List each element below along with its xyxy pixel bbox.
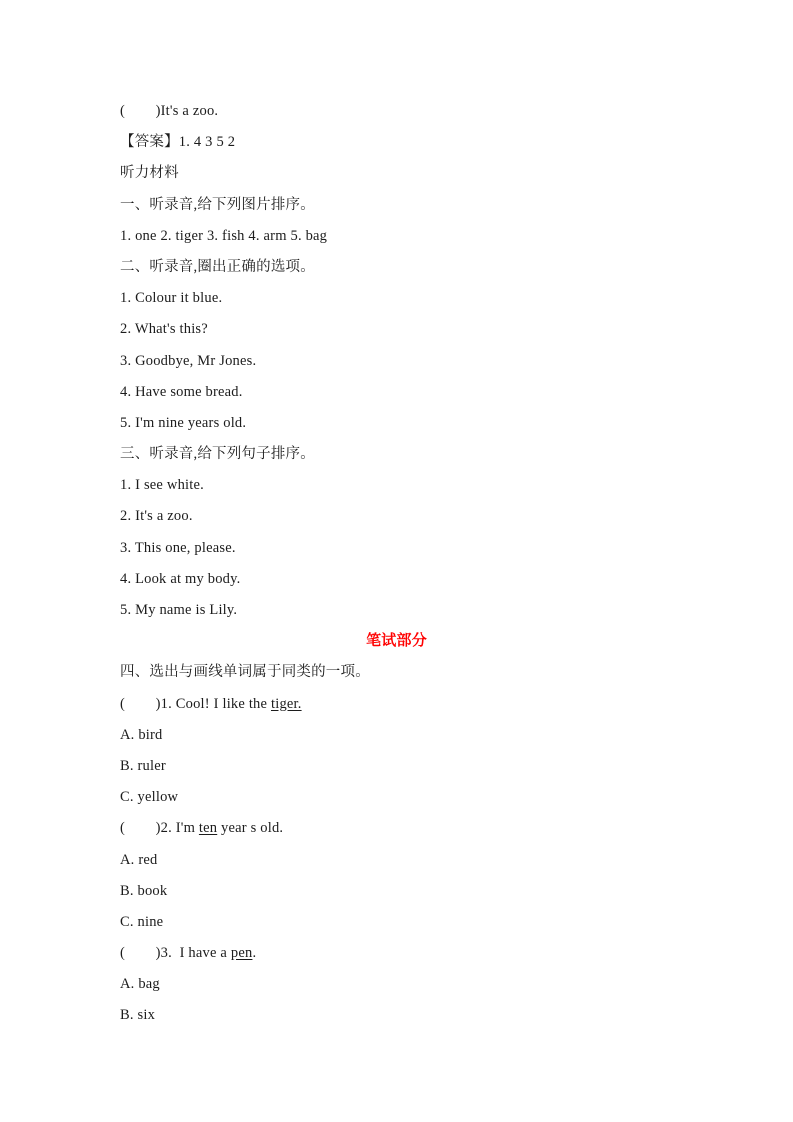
text-segment: 3. This one, please.: [120, 539, 236, 556]
text-segment: 二、听录音,圈出正确的选项。: [120, 258, 315, 275]
text-segment: A. red: [120, 851, 158, 868]
text-segment: 四、选出与画线单词属于同类的一项。: [120, 664, 370, 681]
section-four-heading: [120, 657, 673, 688]
text-segment: A. bird: [120, 726, 163, 743]
item-line: [120, 377, 673, 408]
option-line: [120, 751, 673, 782]
option-line: [120, 845, 673, 876]
text-segment: 听力材料: [120, 165, 179, 182]
text-segment: ( )2. I'm: [120, 820, 199, 837]
text-segment: 【答案】1. 4 3 5 2: [120, 134, 236, 151]
text-segment: C. nine: [120, 913, 164, 930]
item-line: [120, 595, 673, 626]
text-segment: 2. What's this?: [120, 321, 208, 338]
text-segment: 1. Colour it blue.: [120, 290, 223, 307]
option-line: [120, 1000, 673, 1031]
text-segment: B. six: [120, 1007, 156, 1024]
text-segment: .: [252, 945, 257, 962]
text-segment: ( )It's a zoo.: [120, 103, 219, 119]
answer-blank-line: [120, 96, 673, 127]
item-line: [120, 501, 673, 532]
text-segment: A. bag: [120, 976, 160, 993]
text-segment: 1. I see white.: [120, 477, 204, 494]
text-segment: B. book: [120, 882, 168, 899]
text-segment: 笔试部分: [366, 633, 427, 650]
question-line: [120, 689, 673, 720]
text-segment: C. yellow: [120, 789, 179, 806]
section-two-heading: [120, 252, 673, 283]
text-segment: 4. Have some bread.: [120, 383, 243, 400]
text-segment: 2. It's a zoo.: [120, 508, 193, 525]
text-segment: 三、听录音,给下列句子排序。: [120, 446, 315, 463]
option-line: [120, 907, 673, 938]
option-line: [120, 720, 673, 751]
option-line: [120, 782, 673, 813]
underlined-word: pen: [230, 945, 253, 962]
text-segment: 3. Goodbye, Mr Jones.: [120, 352, 257, 369]
question-line: [120, 813, 673, 844]
text-segment: 一、听录音,给下列图片排序。: [120, 196, 315, 213]
document-body: [120, 96, 673, 1032]
answer-key-line: [120, 127, 673, 158]
item-line: [120, 470, 673, 501]
question-line: [120, 938, 673, 969]
item-line: [120, 283, 673, 314]
item-line: [120, 346, 673, 377]
text-segment: ( )1. Cool! I like the: [120, 695, 271, 712]
section-one-heading: [120, 190, 673, 221]
section-three-heading: [120, 439, 673, 470]
item-line: [120, 533, 673, 564]
text-segment: 5. My name is Lily.: [120, 602, 238, 618]
item-line: [120, 564, 673, 595]
written-part-heading: [120, 626, 673, 657]
text-segment: 4. Look at my body.: [120, 570, 241, 587]
underlined-word: ten: [198, 820, 218, 837]
text-segment: 5. I'm nine years old.: [120, 414, 247, 431]
text-segment: ( )3. I have a: [120, 945, 231, 962]
underlined-word: tiger.: [270, 695, 302, 712]
text-segment: B. ruler: [120, 757, 166, 774]
word-list-line: [120, 221, 673, 252]
option-line: [120, 876, 673, 907]
option-line: [120, 969, 673, 1000]
item-line: [120, 408, 673, 439]
text-segment: year s old.: [217, 820, 284, 837]
item-line: [120, 314, 673, 345]
listening-material-title: [120, 158, 673, 189]
text-segment: 1. one 2. tiger 3. fish 4. arm 5. bag: [120, 227, 328, 244]
